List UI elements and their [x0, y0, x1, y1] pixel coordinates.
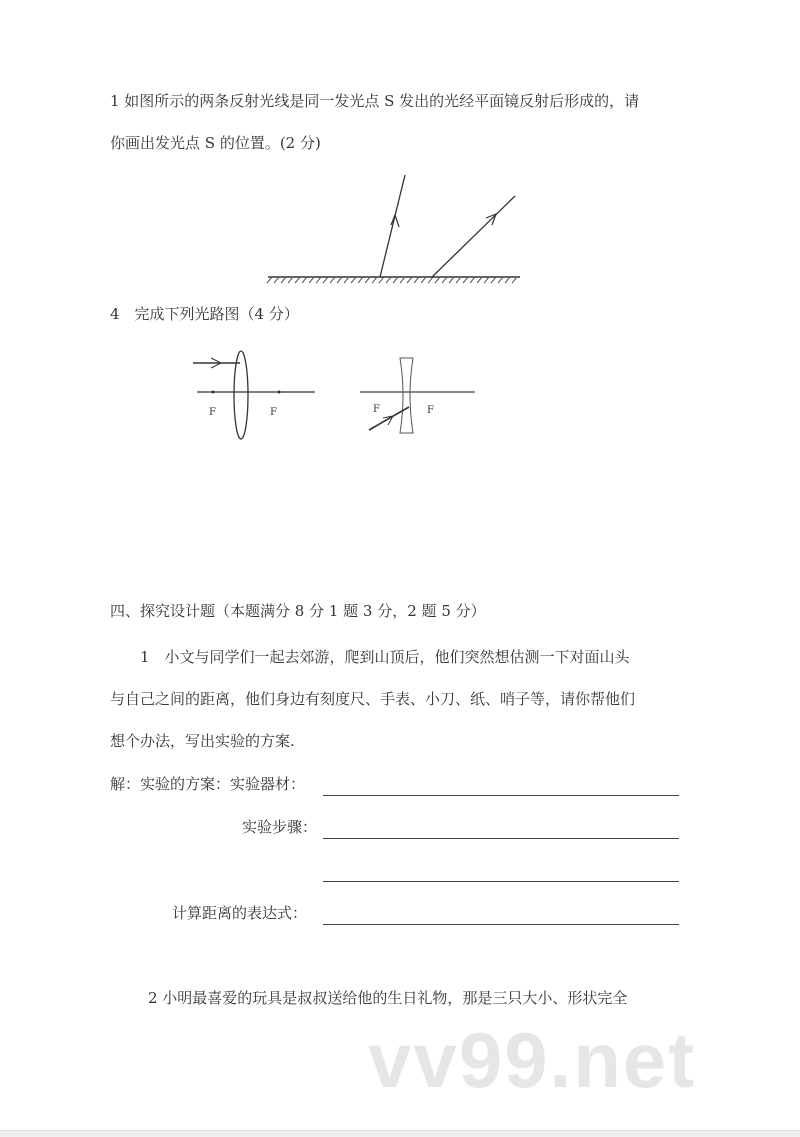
q1-line2: 你画出发光点 S 的位置。(2 分) [110, 134, 321, 152]
hatch-mark [379, 277, 384, 283]
hatch-mark [330, 277, 335, 283]
hatch-mark [484, 277, 489, 283]
hatch-mark [449, 277, 454, 283]
hatch-mark [267, 277, 272, 283]
convex-lens [234, 351, 248, 439]
hatch-mark [498, 277, 503, 283]
hatch-mark [505, 277, 510, 283]
hatch-mark [407, 277, 412, 283]
hatch-mark [414, 277, 419, 283]
watermark: vv99.net [368, 1016, 697, 1104]
hatch-mark [281, 277, 286, 283]
p1-line1: 1 小文与同学们一起去郊游，爬到山顶后，他们突然想估测一下对面山头 [140, 648, 630, 666]
steps-blank-1[interactable] [323, 838, 679, 839]
hatch-mark [512, 277, 517, 283]
page-bottom-edge [0, 1130, 800, 1137]
q4-title: 4 完成下列光路图（4 分） [110, 305, 299, 323]
answer-steps-label: 实验步骤： [242, 818, 318, 836]
section-heading: 四、探究设计题（本题满分 8 分 1 题 3 分，2 题 5 分） [110, 602, 486, 620]
hatch-mark [470, 277, 475, 283]
hatch-mark [421, 277, 426, 283]
hatch-mark [491, 277, 496, 283]
answer-materials-label: 解：实验的方案：实验器材： [110, 775, 306, 793]
hatch-mark [477, 277, 482, 283]
hatch-mark [463, 277, 468, 283]
reflected-ray-1 [380, 175, 405, 277]
hatch-mark [337, 277, 342, 283]
hatch-mark [393, 277, 398, 283]
formula-blank[interactable] [323, 924, 679, 925]
focus-label-right: F [270, 407, 277, 418]
hatch-mark [442, 277, 447, 283]
mirror-hatching [267, 277, 517, 283]
hatch-mark [358, 277, 363, 283]
concave-lens [400, 358, 413, 433]
answer-formula-label: 计算距离的表达式： [172, 904, 308, 922]
convex-lens-diagram [185, 340, 325, 450]
p2-line1: 2 小明最喜爱的玩具是叔叔送给他的生日礼物，那是三只大小、形状完全 [148, 989, 628, 1007]
mirror-reflection-diagram [260, 170, 530, 285]
hatch-mark [302, 277, 307, 283]
hatch-mark [365, 277, 370, 283]
hatch-mark [295, 277, 300, 283]
hatch-mark [386, 277, 391, 283]
p1-line3: 想个办法，写出实验的方案. [110, 732, 295, 750]
materials-blank[interactable] [323, 795, 679, 796]
hatch-mark [435, 277, 440, 283]
hatch-mark [288, 277, 293, 283]
q1-line1: 1 如图所示的两条反射光线是同一发光点 S 发出的光经平面镜反射后形成的，请 [110, 92, 640, 110]
hatch-mark [344, 277, 349, 283]
hatch-mark [309, 277, 314, 283]
steps-blank-2[interactable] [323, 881, 679, 882]
hatch-mark [428, 277, 433, 283]
p1-line2: 与自己之间的距离，他们身边有刻度尺、手表、小刀、纸、哨子等，请你帮他们 [110, 690, 636, 708]
focus-label-right: F [427, 405, 434, 416]
hatch-mark [372, 277, 377, 283]
hatch-mark [316, 277, 321, 283]
hatch-mark [323, 277, 328, 283]
reflected-ray-2 [432, 196, 515, 277]
focus-label-left: F [373, 404, 380, 415]
focus-label-left: F [209, 407, 216, 418]
concave-lens-diagram [355, 340, 485, 450]
hatch-mark [456, 277, 461, 283]
hatch-mark [274, 277, 279, 283]
hatch-mark [351, 277, 356, 283]
hatch-mark [400, 277, 405, 283]
